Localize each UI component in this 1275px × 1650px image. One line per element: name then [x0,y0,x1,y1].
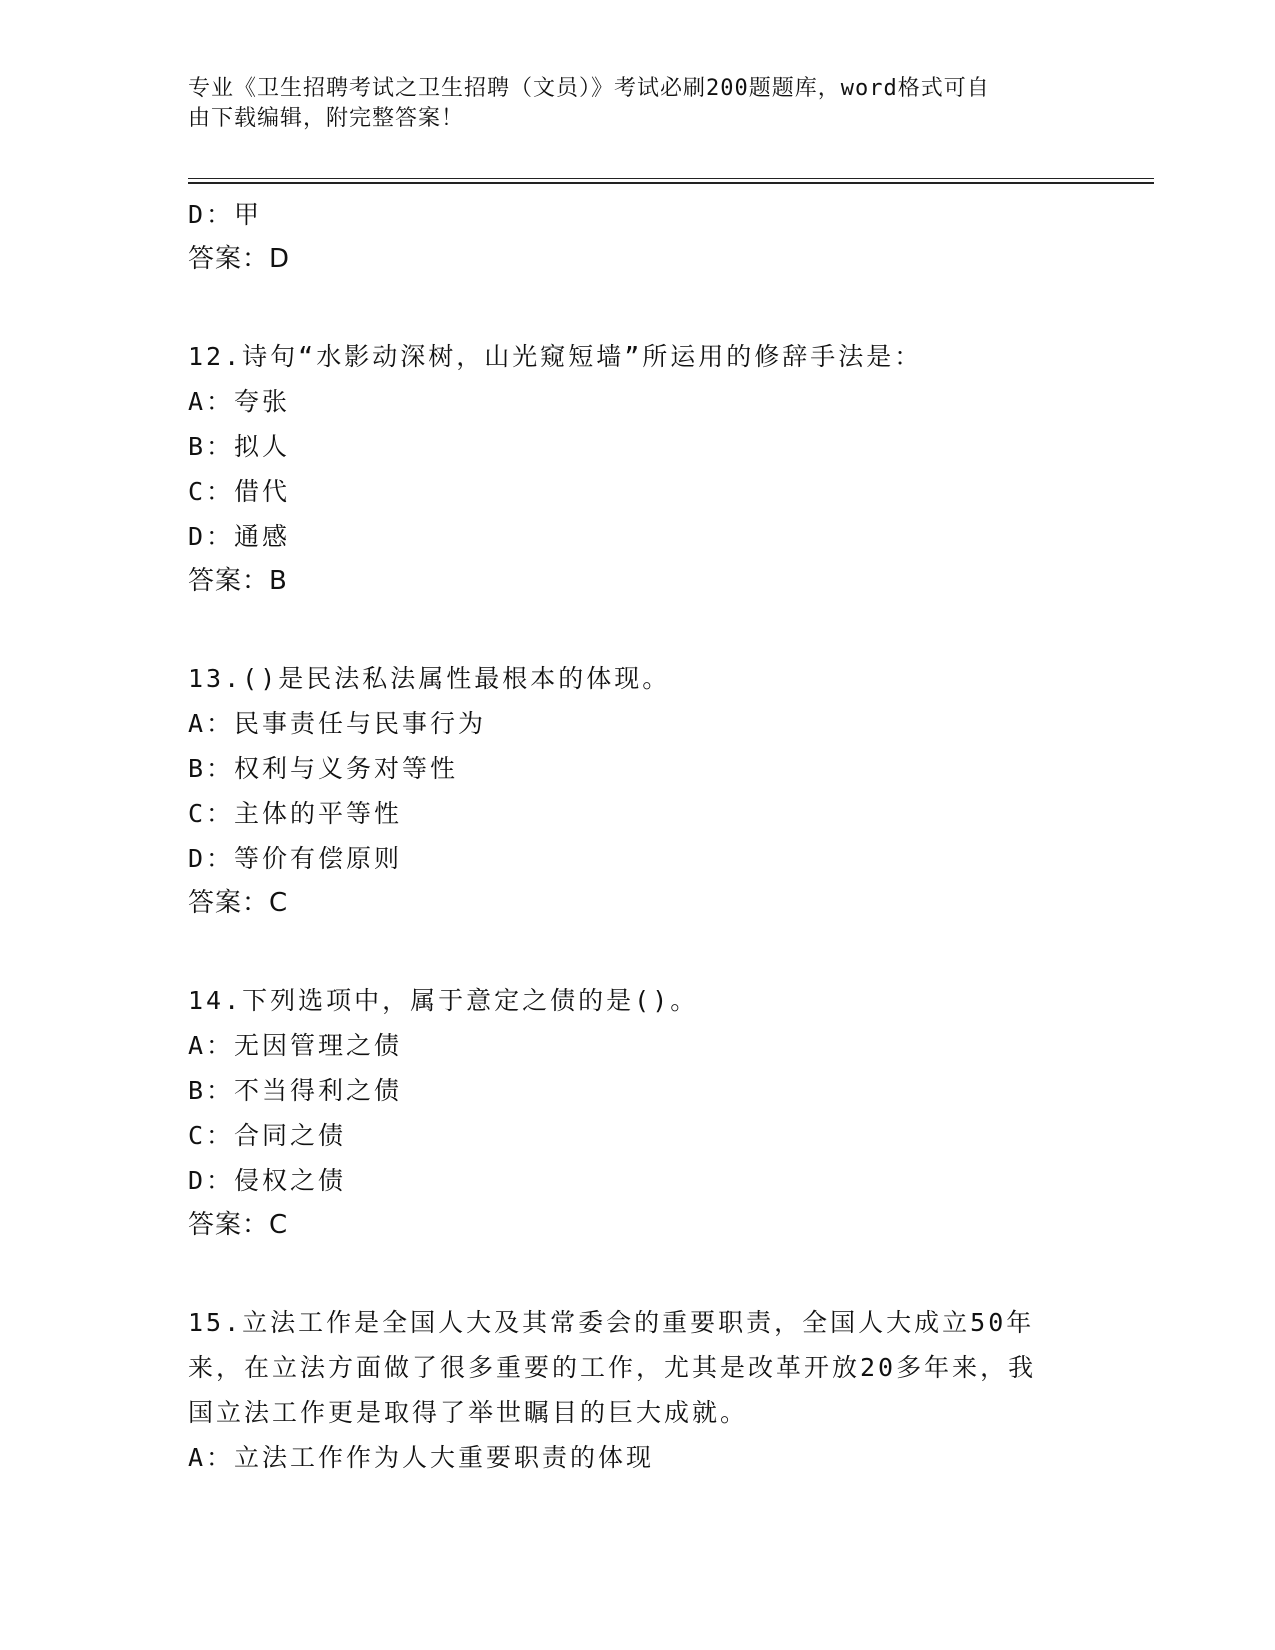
document-header [188,74,1068,134]
answer-line: 答案：C [188,1210,289,1240]
question-stem-line-2: 来，在立法方面做了很多重要的工作，尤其是改革开放20多年来，我 [188,1353,1037,1382]
question-stem [188,1300,1068,1435]
header-line-2: 由下载编辑，附完整答案！ [188,106,465,131]
spacer [188,1248,1088,1300]
option-b: B：不当得利之债 [188,1076,403,1105]
option-a: A：民事责任与民事行为 [188,709,487,738]
option-c: C：合同之债 [188,1121,347,1150]
question-15 [188,1300,1088,1480]
answer-line: 答案：C [188,888,289,918]
question-list [188,192,1088,1480]
question-stem: 14.下列选项中，属于意定之债的是()。 [188,986,699,1015]
option-d: D：侵权之债 [188,1166,347,1195]
question-14 [188,978,1088,1248]
header-divider-thin [188,178,1154,179]
option-c: C：主体的平等性 [188,799,403,828]
option-b: B：拟人 [188,432,291,461]
option-a: A：无因管理之债 [188,1031,403,1060]
question-stem-line-1: 15.立法工作是全国人大及其常委会的重要职责，全国人大成立50年 [188,1308,1035,1337]
option-d: D：甲 [188,200,263,229]
option-d: D：等价有偿原则 [188,844,403,873]
option-a: A：立法工作作为人大重要职责的体现 [188,1443,655,1472]
question-12 [188,334,1088,604]
question-stem-line-3: 国立法工作更是取得了举世瞩目的巨大成就。 [188,1398,749,1427]
option-b: B：权利与义务对等性 [188,754,459,783]
answer-line: 答案：B [188,566,288,596]
header-divider-thick [188,182,1154,184]
question-stem: 13.()是民法私法属性最根本的体现。 [188,664,671,693]
option-a: A：夸张 [188,387,291,416]
question-stem: 12.诗句“水影动深树，山光窥短墙”所运用的修辞手法是： [188,342,923,371]
option-c: C：借代 [188,477,291,506]
spacer [188,926,1088,978]
option-d: D：通感 [188,522,291,551]
spacer [188,604,1088,656]
header-line-1: 专业《卫生招聘考试之卫生招聘（文员）》考试必刷200题题库，word格式可自 [188,76,990,101]
spacer [188,282,1088,334]
question-13 [188,656,1088,926]
answer-line: 答案：D [188,244,291,274]
previous-question-tail [188,192,1088,282]
